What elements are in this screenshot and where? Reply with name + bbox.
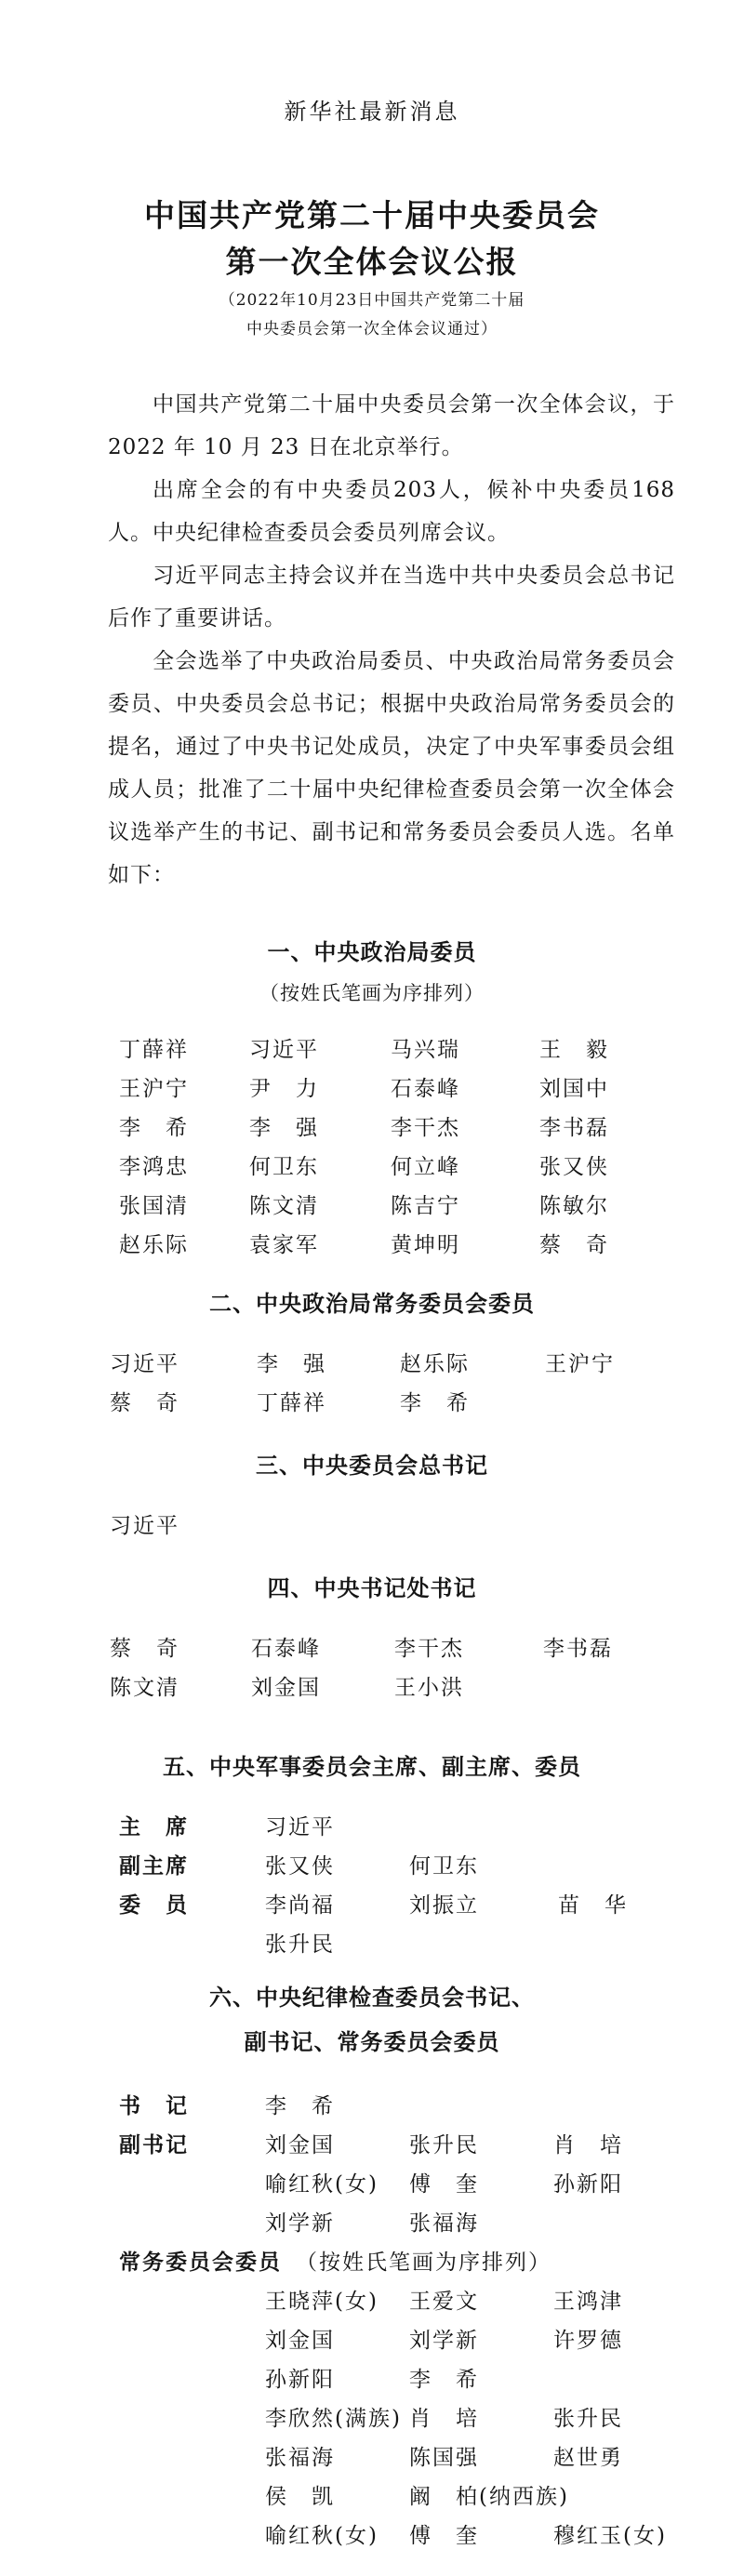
name: 尹 力 (249, 1077, 319, 1101)
name: 刘金国 (251, 1676, 321, 1700)
name: 何立峰 (391, 1155, 460, 1179)
section-note: （按姓氏笔画为序排列） (259, 982, 485, 1004)
section-note: （按姓氏笔画为序排列） (296, 2251, 551, 2275)
name: 王鸿津 (553, 2290, 623, 2314)
name: 张福海 (409, 2211, 479, 2236)
name: 赵乐际 (400, 1352, 470, 1376)
name: 王爱文 (409, 2290, 479, 2314)
name: 陈吉宁 (391, 1194, 460, 1218)
name: 李欣然(满族) (265, 2407, 402, 2431)
name: 陈文清 (110, 1676, 179, 1700)
name: 傅 奎 (409, 2524, 479, 2548)
name: 蔡 奇 (110, 1637, 179, 1661)
name: 李 强 (249, 1116, 319, 1140)
title-line-2: 第一次全体会议公报 (225, 244, 519, 280)
name: 李 希 (409, 2368, 479, 2392)
name: 许罗德 (553, 2329, 623, 2353)
section-heading: 五、中央军事委员会主席、副主席、委员 (163, 1753, 581, 1780)
name: 赵世勇 (553, 2446, 623, 2470)
name: 陈国强 (409, 2446, 479, 2470)
body-paragraph: 中国共产党第二十届中央委员会第一次全体会议，于 2022 年 10 月 23 日在北京举行。 (108, 392, 675, 459)
name: 王沪宁 (545, 1352, 615, 1376)
name: 蔡 奇 (110, 1391, 179, 1415)
name: 喻红秋(女) (265, 2172, 379, 2197)
role-label: 委 员 (119, 1892, 189, 1918)
name: 刘金国 (265, 2133, 335, 2158)
subtitle-line-1: （2022年10月23日中国共产党第二十届 (219, 291, 525, 310)
name: 孙新阳 (265, 2368, 335, 2392)
name: 刘金国 (265, 2329, 335, 2353)
name: 苗 华 (558, 1893, 628, 1918)
role-label: 书 记 (119, 2093, 189, 2118)
role-label: 副书记 (119, 2132, 189, 2158)
name: 李 强 (257, 1352, 326, 1376)
name: 穆红玉(女) (553, 2524, 667, 2548)
name: 张升民 (409, 2133, 479, 2158)
name: 阚 柏(纳西族) (409, 2485, 569, 2509)
name: 陈敏尔 (539, 1194, 609, 1218)
section-heading: 六、中央纪律检查委员会书记、 (209, 1984, 535, 2011)
section-heading: 副书记、常务委员会委员 (244, 2028, 500, 2055)
body-paragraph: 习近平同志主持会议并在当选中共中央委员会总书记后作了重要讲话。 (108, 564, 675, 631)
name: 习近平 (249, 1038, 319, 1062)
name: 习近平 (110, 1352, 179, 1376)
name: 陈文清 (249, 1194, 319, 1218)
name: 王晓萍(女) (265, 2290, 379, 2314)
name: 张国清 (119, 1194, 189, 1218)
name: 刘国中 (539, 1077, 609, 1101)
name: 李尚福 (265, 1893, 335, 1918)
name: 李干杰 (394, 1637, 464, 1661)
name: 何卫东 (249, 1155, 319, 1179)
name: 袁家军 (249, 1233, 319, 1257)
name: 何卫东 (409, 1854, 479, 1879)
subtitle-line-2: 中央委员会第一次全体会议通过） (246, 320, 498, 339)
name: 张福海 (265, 2446, 335, 2470)
name: 肖 培 (409, 2407, 479, 2431)
title-line-1: 中国共产党第二十届中央委员会 (144, 197, 600, 233)
name: 李干杰 (391, 1116, 460, 1140)
section-heading: 二、中央政治局常务委员会委员 (209, 1290, 535, 1317)
name: 刘学新 (409, 2329, 479, 2353)
section-heading: 四、中央书记处书记 (267, 1574, 477, 1601)
name: 侯 凯 (265, 2485, 335, 2509)
body-paragraph: 出席全会的有中央委员203人，候补中央委员168人。中央纪律检查委员会委员列席会议。 (108, 478, 675, 545)
name: 黄坤明 (391, 1233, 460, 1257)
name: 张升民 (265, 1932, 335, 1957)
name: 张又侠 (539, 1155, 609, 1179)
name: 肖 培 (553, 2133, 623, 2158)
name: 李书磊 (543, 1637, 613, 1661)
name: 丁薛祥 (119, 1038, 189, 1062)
name: 李 希 (265, 2094, 335, 2118)
role-label: 副主席 (119, 1853, 189, 1879)
section-heading: 一、中央政治局委员 (267, 938, 477, 965)
name: 李鸿忠 (119, 1155, 189, 1179)
name: 王 毅 (539, 1038, 609, 1062)
name: 习近平 (265, 1815, 335, 1839)
name: 张升民 (553, 2407, 623, 2431)
name: 刘振立 (409, 1893, 479, 1918)
name: 张又侠 (265, 1854, 335, 1879)
name: 王沪宁 (119, 1077, 189, 1101)
name: 李 希 (119, 1116, 189, 1140)
name: 孙新阳 (553, 2172, 623, 2197)
role-label: 主 席 (119, 1814, 189, 1839)
kicker: 新华社最新消息 (284, 99, 460, 125)
name: 丁薛祥 (257, 1391, 326, 1415)
name: 习近平 (110, 1514, 179, 1538)
name: 石泰峰 (251, 1637, 321, 1661)
name: 喻红秋(女) (265, 2524, 379, 2548)
name: 傅 奎 (409, 2172, 479, 2197)
name: 马兴瑞 (391, 1038, 460, 1062)
name: 李 希 (400, 1391, 470, 1415)
name: 石泰峰 (391, 1077, 460, 1101)
name: 蔡 奇 (539, 1233, 609, 1257)
name: 王小洪 (394, 1676, 464, 1700)
name: 赵乐际 (119, 1233, 189, 1257)
name: 刘学新 (265, 2211, 335, 2236)
role-label: 常务委员会委员 (119, 2250, 282, 2275)
section-heading: 三、中央委员会总书记 (256, 1452, 488, 1479)
name: 李书磊 (539, 1116, 609, 1140)
body-paragraph: 全会选举了中央政治局委员、中央政治局常务委员会委员、中央委员会总书记；根据中央政治局常务委员会的提名，通过了中央书记处成员，决定了中央军事委员会组成人员；批准了二十届中央纪律检查委员会第一次全体会议选举产生的书记、副书记和常务委员会委员人选。名单如下： (108, 649, 675, 887)
